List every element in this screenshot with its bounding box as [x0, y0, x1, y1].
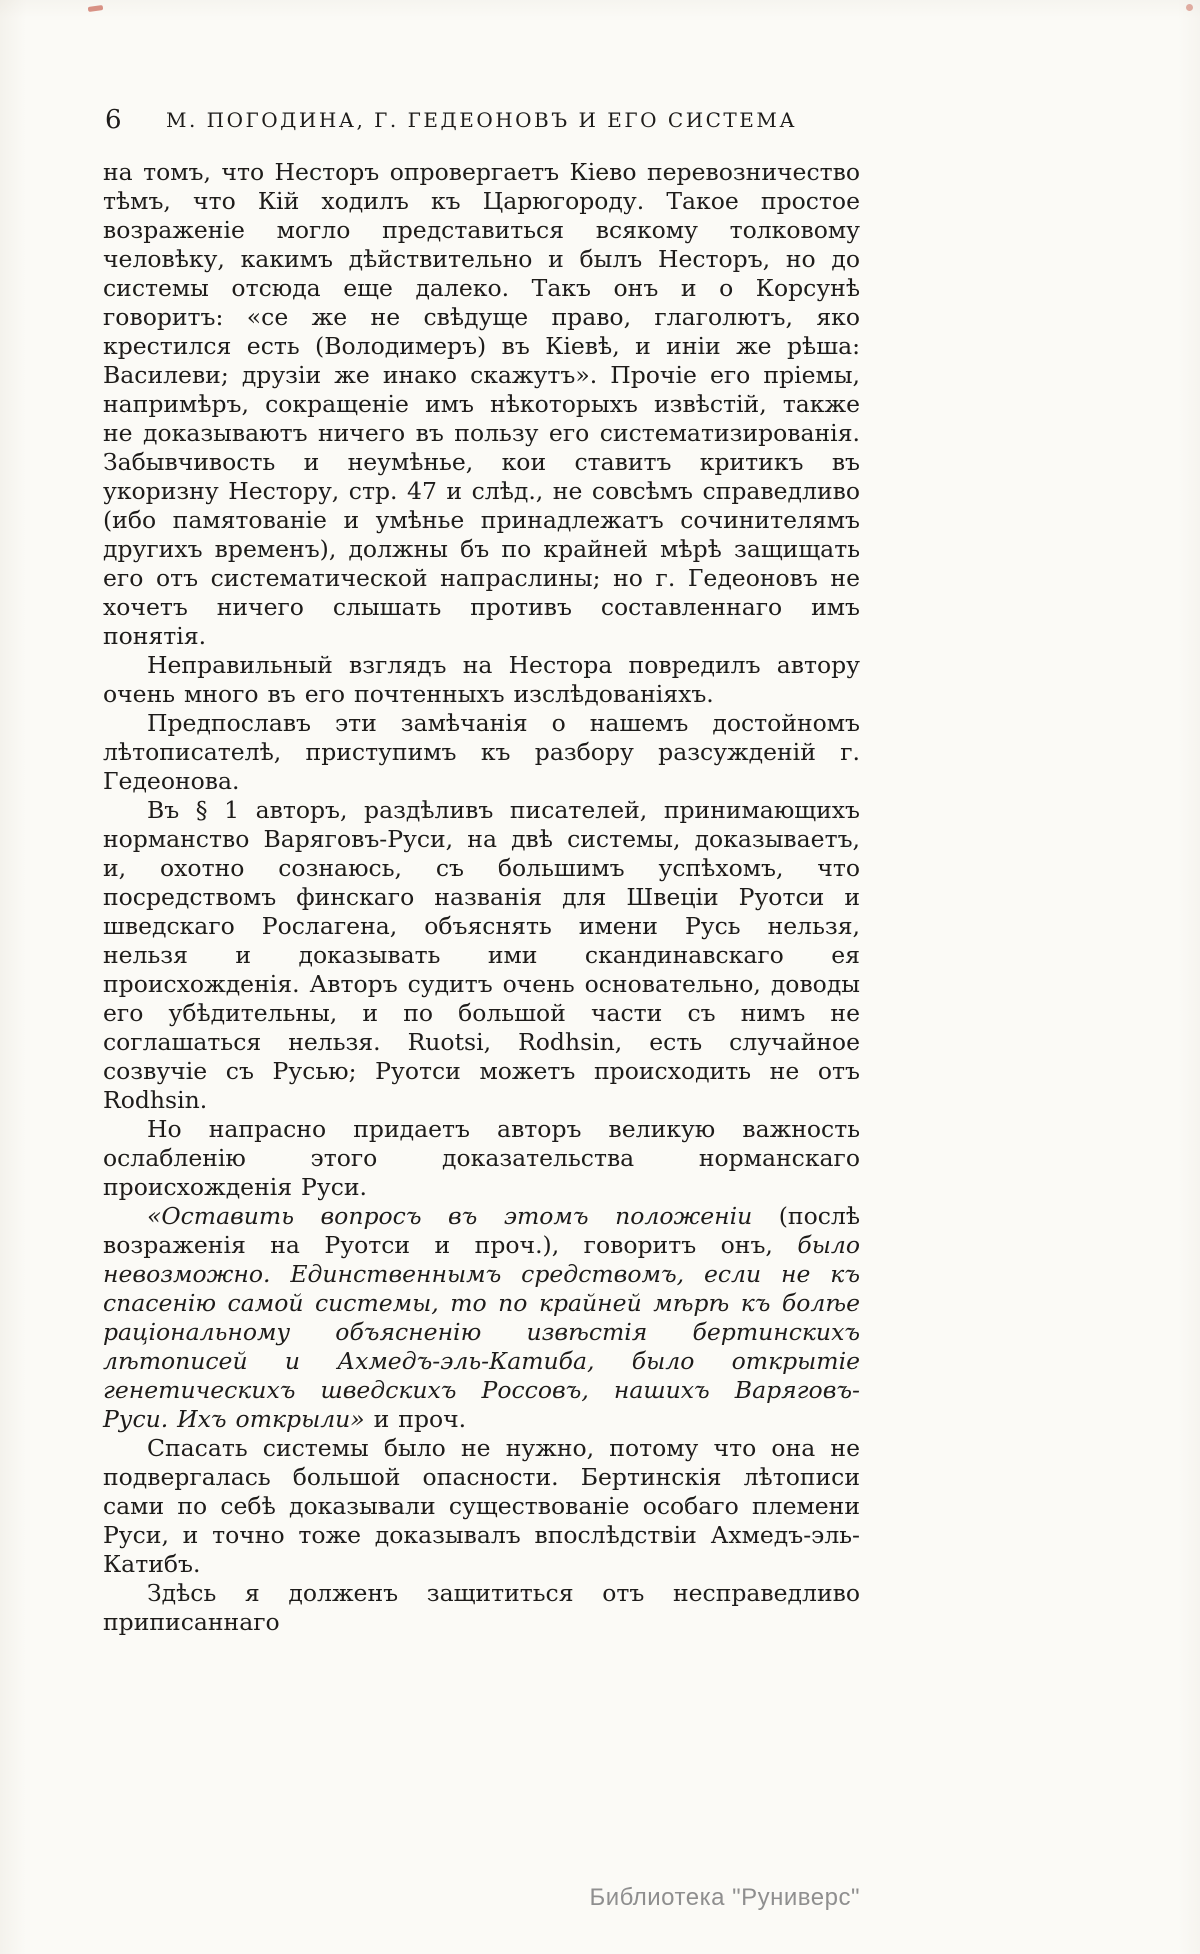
paragraph: [103, 709, 860, 796]
paragraph: [103, 1115, 860, 1202]
paragraph: [103, 1579, 860, 1637]
quoted-italic-text: было невозможно. Единственнымъ средствомъ, если не къ спасенію самой системы, то по крайней мѣрѣ къ болѣе раціональному объясненію извѣстія бертинскихъ лѣтописей и Ахмедъ-эль-Катиба, было открытіе генетическихъ шведскихъ Россовъ, нашихъ Варяговъ-Руси. Ихъ открыли»: [103, 1231, 860, 1433]
body-text: Но напрасно придаетъ авторъ великую важность ослабленію этого доказательства норманскаго происхожденія Руси.: [103, 1115, 860, 1201]
page-number: 6: [105, 105, 122, 135]
red-scan-artifact: [1186, 4, 1193, 11]
body-text: Въ § 1 авторъ, раздѣливъ писателей, принимающихъ норманство Варяговъ-Руси, на двѣ системы, доказываетъ, и, охотно сознаюсь, съ большимъ успѣхомъ, что посредствомъ финскаго названія для Швеціи Руотси и шведскаго Рослагена, объяснять имени Русь нельзя, нельзя и доказывать ими скандинавскаго ея происхожденія. Авторъ судитъ очень основательно, доводы его убѣдительны, и по большой части съ нимъ не соглашаться нельзя. Ruotsi, Rodhsin, есть случайное созвучіе съ Русью; Руотси можетъ происходить не отъ Rodhsin.: [103, 796, 860, 1114]
body-text: (послѣ возраженія на Руотси и проч.), говоритъ онъ,: [103, 1202, 860, 1259]
running-title: М. ПОГОДИНА, Г. ГЕДЕОНОВЪ И ЕГО СИСТЕМА: [165, 108, 797, 132]
red-scan-artifact: [88, 5, 104, 12]
body-text: на томъ, что Несторъ опровергаетъ Кіево перевозничество тѣмъ, что Кій ходилъ къ Царюгороду. Такое простое возраженіе могло представиться всякому толковому человѣку, какимъ дѣйствительно и былъ Несторъ, но до системы отсюда еще далеко. Такъ онъ и о Корсунѣ говоритъ: «се же не свѣдуще право, глаголютъ, яко крестился есть (Володимеръ) въ Кіевѣ, и иніи же рѣша: Василеви; друзіи же инако скажутъ». Прочіе его пріемы, напримѣръ, сокращеніе имъ нѣкоторыхъ извѣстій, также не доказываютъ ничего въ пользу его систематизированія. Забывчивость и неумѣнье, кои ставитъ критикъ въ укоризну Нестору, стр. 47 и слѣд., не совсѣмъ справедливо (ибо памятованіе и умѣнье принадлежатъ сочинителямъ другихъ временъ), должны бъ по крайней мѣрѣ защищать его отъ систематической напраслины; но г. Гедеоновъ не хочетъ ничего слышать противъ составленнаго имъ понятія.: [103, 158, 860, 650]
body-text: Спасать системы было не нужно, потому что она не подвергалась большой опасности. Бертинскія лѣтописи сами по себѣ доказывали существованіе особаго племени Руси, и точно тоже доказывалъ впослѣдствіи Ахмедъ-эль-Катибъ.: [103, 1434, 860, 1578]
paragraph: [103, 1202, 860, 1434]
page-header: [103, 104, 860, 138]
body-text: Здѣсь я долженъ защититься отъ несправедливо приписаннаго: [103, 1579, 860, 1636]
quoted-italic-text: «Оставить вопросъ въ этомъ положеніи: [147, 1202, 779, 1230]
paragraph: [103, 796, 860, 1115]
body-text: Неправильный взглядъ на Нестора повредилъ автору очень много въ его почтенныхъ изслѣдованіяхъ.: [103, 651, 860, 708]
paragraph: [103, 651, 860, 709]
text-block: [103, 158, 860, 1637]
body-text: Предпославъ эти замѣчанія о нашемъ достойномъ лѣтописателѣ, приступимъ къ разбору разсужденій г. Гедеонова.: [103, 709, 860, 795]
paragraph: [103, 158, 860, 651]
library-watermark: Библиотека "Руниверс": [589, 1884, 860, 1911]
body-text: и проч.: [373, 1405, 467, 1433]
paragraph: [103, 1434, 860, 1579]
